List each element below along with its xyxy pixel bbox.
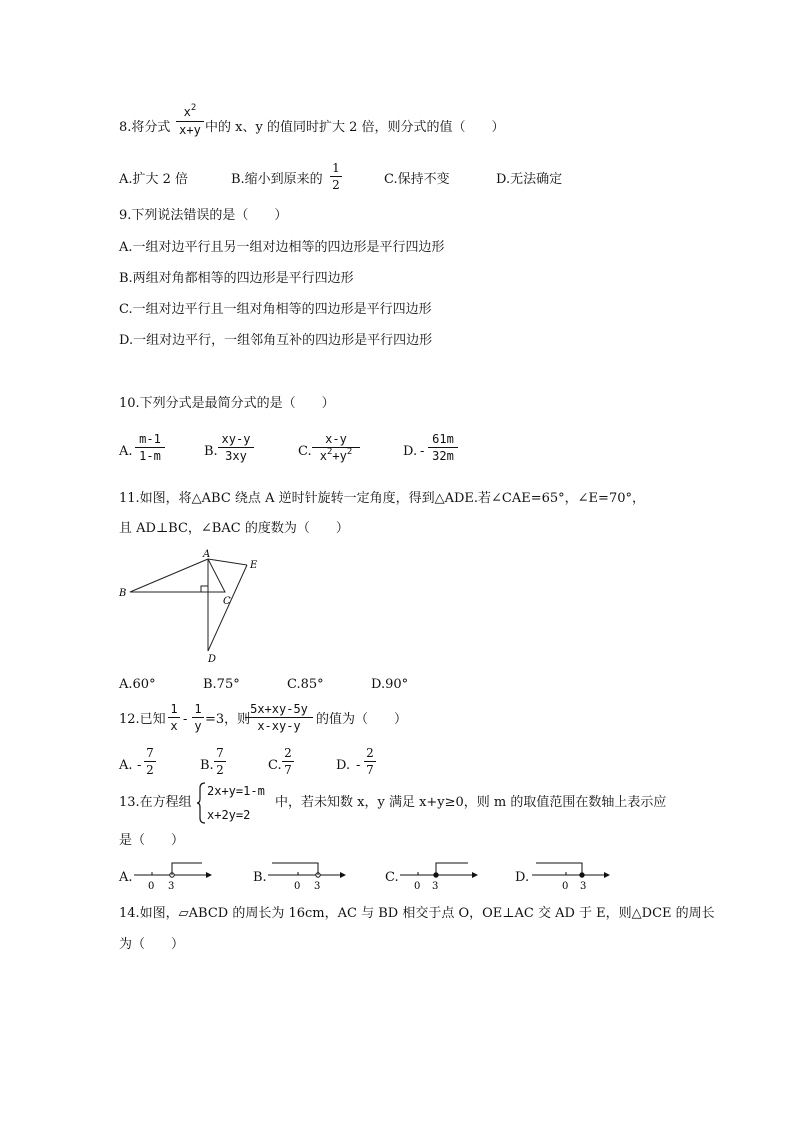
- q12-suffix: 的值为（ ）: [316, 712, 408, 727]
- q10-option-d-fraction: 61m 32m: [428, 433, 458, 462]
- q10-stem: 10.下列分式是最简分式的是（ ）: [119, 396, 335, 411]
- q13-option-d-label: D.: [515, 870, 530, 885]
- q9-option-d: D.一组对边平行，一组邻角互补的四边形是平行四边形: [119, 333, 433, 348]
- q12-option-a-label: A.: [119, 758, 133, 773]
- q10-option-b-label: B.: [204, 444, 218, 459]
- q12-minus: -: [183, 712, 188, 727]
- q12-option-a-fraction: 7 2: [144, 747, 156, 776]
- q12-equals: =3，则: [205, 712, 251, 727]
- q13-equation-1: 2x+y=1-m: [207, 784, 265, 798]
- q8-suffix: 中的 x、y 的值同时扩大 2 倍，则分式的值（ ）: [205, 120, 505, 135]
- q10-option-a-fraction: m-1 1-m: [135, 433, 165, 462]
- q12-option-c-label: C.: [268, 758, 282, 773]
- q11-triangle-figure: [117, 548, 267, 666]
- q12-option-a-sign: -: [137, 758, 142, 773]
- q13-c-tick-3: 3: [432, 881, 439, 892]
- q13-b-tick-3: 3: [314, 881, 321, 892]
- q8-option-b-fraction: 1 2: [330, 162, 342, 191]
- q13-option-d-number-line: [530, 858, 610, 890]
- q12-option-b-label: B.: [200, 758, 214, 773]
- q13-option-b-label: B.: [253, 870, 267, 885]
- q11-label-b: B: [119, 588, 127, 599]
- q13-line2: 是（ ）: [119, 833, 185, 848]
- q13-option-a-number-line: [132, 858, 212, 890]
- q11-line2: 且 AD⊥BC，∠BAC 的度数为（ ）: [119, 521, 349, 536]
- q11-label-e: E: [250, 560, 258, 571]
- q10-option-a-label: A.: [119, 444, 133, 459]
- q10-option-c-label: C.: [298, 444, 312, 459]
- q9-option-a: A.一组对边平行且另一组对边相等的四边形是平行四边形: [119, 240, 445, 255]
- q13-c-tick-0: 0: [414, 881, 421, 892]
- q12-option-d-fraction: 2 7: [364, 747, 376, 776]
- q11-option-d: D.90°: [371, 677, 409, 692]
- q13-suffix: 中，若未知数 x，y 满足 x+y≥0，则 m 的取值范围在数轴上表示应: [275, 795, 667, 810]
- q10-option-d-label: D.: [403, 444, 418, 459]
- q10-option-d-minus: -: [420, 444, 425, 459]
- q10-option-b-fraction: xy-y 3xy: [218, 433, 254, 462]
- q11-option-a: A.60°: [119, 677, 156, 692]
- q12-fraction-expression: 5x+xy-5y x-xy-y: [245, 703, 313, 732]
- q13-equation-2: x+2y=2: [207, 808, 251, 822]
- q12-fraction-1-over-y: 1 y: [192, 703, 204, 732]
- q13-option-a-label: A.: [119, 870, 133, 885]
- q9-option-c: C.一组对边平行且一组对角相等的四边形是平行四边形: [119, 302, 432, 317]
- q14-line2: 为（ ）: [119, 937, 185, 952]
- q11-line1: 11.如图，将△ABC 绕点 A 逆时针旋转一定角度，得到△ADE.若∠CAE=65°，∠E=70°，: [119, 491, 645, 506]
- q13-option-c-label: C.: [385, 870, 399, 885]
- q12-option-d-label: D.: [336, 758, 351, 773]
- q12-option-c-fraction: 2 7: [282, 747, 294, 776]
- q11-label-a: A: [203, 549, 211, 560]
- q13-prefix: 13.在方程组: [119, 795, 192, 810]
- q8-option-b: B.缩小到原来的: [231, 172, 323, 187]
- q11-option-b: B.75°: [203, 677, 240, 692]
- q8-option-c: C.保持不变: [384, 172, 450, 187]
- q13-b-tick-0: 0: [294, 881, 301, 892]
- q9-option-b: B.两组对角都相等的四边形是平行四边形: [119, 271, 354, 286]
- q13-d-tick-3: 3: [580, 881, 587, 892]
- q12-option-d-sign: -: [356, 758, 361, 773]
- q13-d-tick-0: 0: [562, 881, 569, 892]
- q8-fraction: $x^2$ x+y: [176, 106, 204, 136]
- q8-option-d: D.无法确定: [496, 172, 563, 187]
- q8-option-a: A.扩大 2 倍: [119, 172, 189, 187]
- q13-option-c-number-line: [398, 858, 478, 890]
- q11-label-c: C: [223, 596, 231, 607]
- q13-option-b-number-line: [266, 858, 346, 890]
- q14-line1: 14.如图，▱ABCD 的周长为 16cm，AC 与 BD 相交于点 O，OE⊥AC 交 AD 于 E，则△DCE 的周长: [119, 906, 715, 921]
- q13-brace: [196, 782, 206, 824]
- q12-fraction-1-over-x: 1 x: [168, 703, 180, 732]
- q8-prefix: 8.将分式: [119, 120, 171, 135]
- q13-a-tick-0: 0: [148, 881, 155, 892]
- q11-option-c: C.85°: [287, 677, 324, 692]
- q12-option-b-fraction: 7 2: [214, 747, 226, 776]
- q13-a-tick-3: 3: [168, 881, 175, 892]
- q10-option-c-fraction: x-y $x^2+y^2$: [312, 433, 360, 463]
- q11-label-d: D: [208, 654, 217, 665]
- q12-prefix: 12.已知: [119, 712, 166, 727]
- q9-stem: 9.下列说法错误的是（ ）: [119, 208, 288, 223]
